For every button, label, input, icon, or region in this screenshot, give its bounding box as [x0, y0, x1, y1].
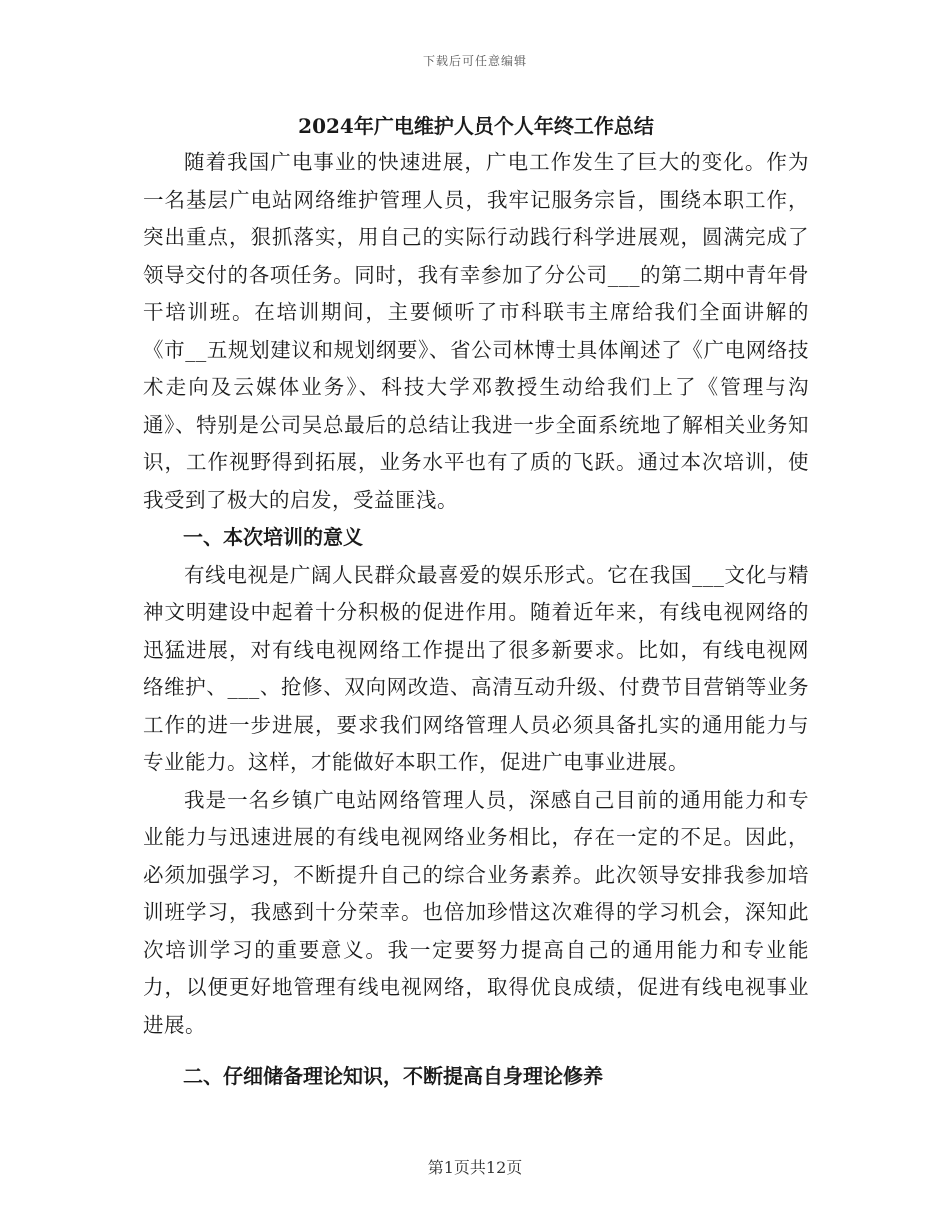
- paragraph-intro: 随着我国广电事业的快速进展，广电工作发生了巨大的变化。作为一名基层广电站网络维护管理人员，我牢记服务宗旨，围绕本职工作，突出重点，狠抓落实，用自己的实际行动践行科学进展观，圆满完成了领导交付的各项任务。同时，我有幸参加了分公司___的第二期中青年骨干培训班。在培训期间，主要倾听了市科联韦主席给我们全面讲解的《市__五规划建议和规划纲要》、省公司林博士具体阐述了《广电网络技术走向及云媒体业务》、科技大学邓教授生动给我们上了《管理与沟通》、特别是公司吴总最后的总结让我进一步全面系统地了解相关业务知识，工作视野得到拓展，业务水平也有了质的飞跃。通过本次培训，使我受到了极大的启发，受益匪浅。: [143, 150, 809, 512]
- page-indicator: 第1页共12页: [427, 1158, 523, 1177]
- paragraph-self-assessment: 我是一名乡镇广电站网络管理人员，深感自己目前的通用能力和专业能力与迅速进展的有线电视网络业务相比，存在一定的不足。因此，必须加强学习，不断提升自己的综合业务素养。此次领导安排我参加培训班学习，我感到十分荣幸。也倍加珍惜这次难得的学习机会，深知此次培训学习的重要意义。我一定要努力提高自己的通用能力和专业能力，以便更好地管理有线电视网络，取得优良成绩，促进有线电视事业进展。: [143, 787, 809, 1037]
- document-title: 2024年广电维护人员个人年终工作总结: [298, 114, 654, 138]
- paragraph-significance: 有线电视是广阔人民群众最喜爱的娱乐形式。它在我国___文化与精神文明建设中起着十分积极的促进作用。随着近年来，有线电视网络的迅猛进展，对有线电视网络工作提出了很多新要求。比如，有线电视网络维护、___、抢修、双向网改造、高清互动升级、付费节目营销等业务工作的进一步进展，要求我们网络管理人员必须具备扎实的通用能力与专业能力。这样，才能做好本职工作，促进广电事业进展。: [143, 562, 809, 774]
- section-heading-1: 一、本次培训的意义: [183, 525, 363, 549]
- document-body: [143, 110, 809, 1096]
- section-heading-2: 二、仔细储备理论知识，不断提高自身理论修养: [183, 1064, 603, 1088]
- header-note: 下载后可任意编辑: [422, 54, 527, 68]
